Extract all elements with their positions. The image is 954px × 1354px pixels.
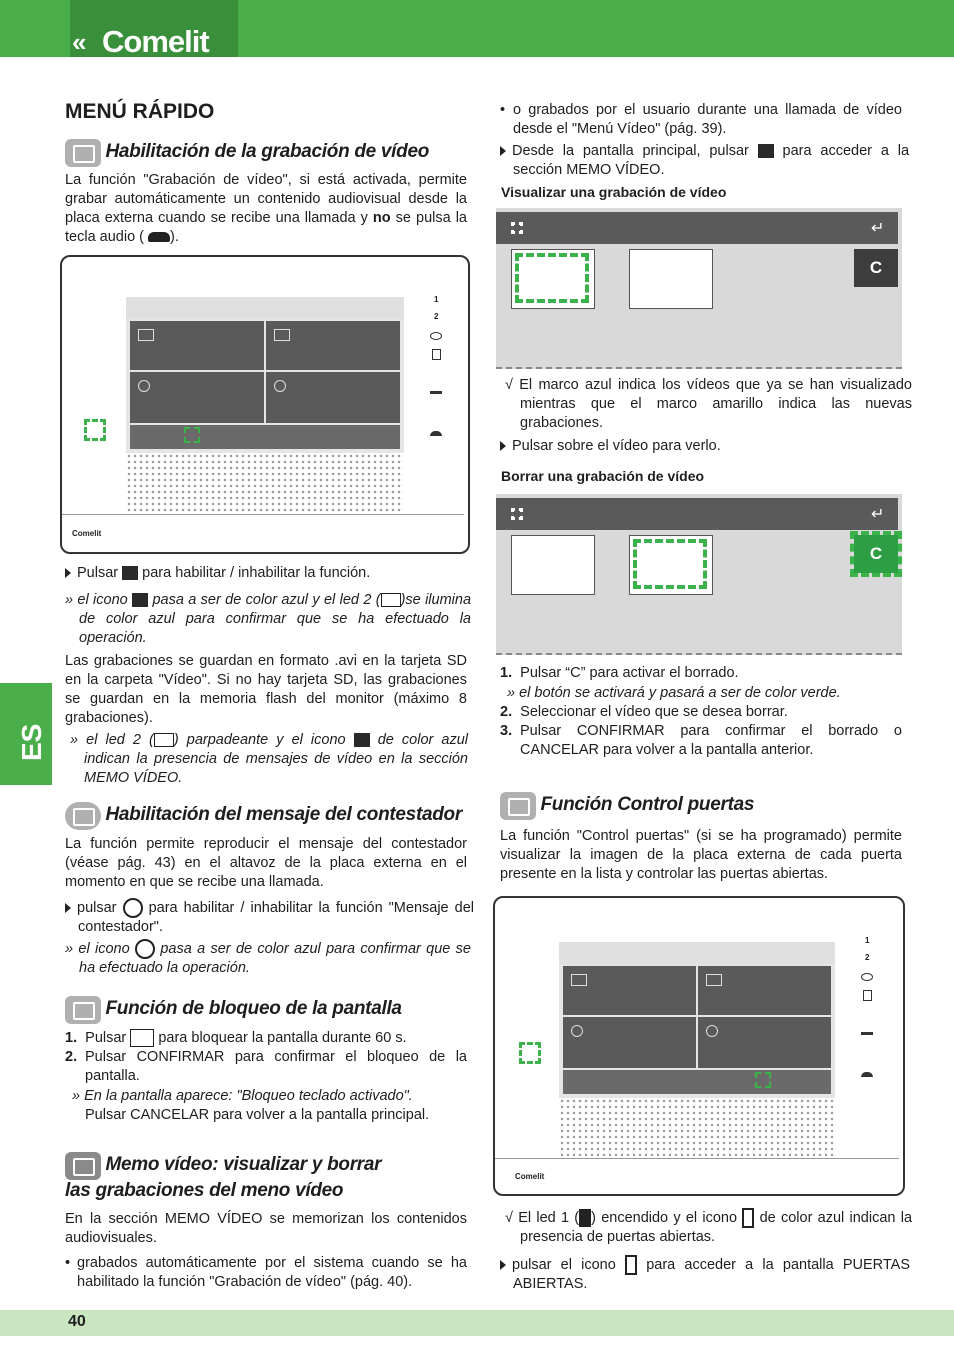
- mute-icon[interactable]: [863, 990, 872, 1001]
- tile-intercom[interactable]: [130, 321, 264, 370]
- r-step-1-note: » el botón se activará y pasará a ser de color verde.: [507, 685, 841, 701]
- s2-paragraph: La función permite reproducir el mensaje del contestador (véase pág. 43) en el altavoz de la placa externa en el momento en que se recibe una llamada.: [65, 836, 467, 890]
- s1-note-2: » el led 2 ( ) parpadeante y el icono de color azul indican la presencia de mensajes de vídeo en la sección MEMO VÍDEO.: [70, 732, 469, 786]
- bullet-arrow-icon: [500, 146, 506, 156]
- led-2: 2: [434, 312, 439, 321]
- section-door-control-heading: Función Control puertas: [500, 792, 902, 820]
- mute-icon[interactable]: [432, 349, 441, 360]
- bullet-arrow-icon: [500, 1260, 506, 1270]
- brand-logo: [70, 0, 238, 57]
- speaker-grille: [126, 453, 404, 513]
- eye-icon[interactable]: [430, 332, 442, 340]
- led-2-highlight: [84, 419, 106, 441]
- r-bullet-2: Desde la pantalla principal, pulsar para acceder a la sección MEMO VÍDEO.: [500, 142, 909, 180]
- led-1: 1: [434, 295, 439, 304]
- video-record-button[interactable]: [184, 427, 200, 443]
- video-thumbnail-selection: [515, 253, 589, 303]
- tile-user[interactable]: [563, 1017, 696, 1068]
- s3-note: » En la pantalla aparece: "Bloqueo teclado activado".: [72, 1088, 413, 1104]
- quick-menu-bar: [563, 1070, 831, 1094]
- section-answering-heading: Habilitación del mensaje del contestador: [65, 802, 467, 830]
- s5-paragraph: La función "Control puertas" (si se ha programado) permite visualizar la imagen de la placa externa de cada puerta presente en la lista y controlar las puertas abiertas.: [500, 828, 902, 882]
- key-icon[interactable]: [430, 391, 442, 394]
- screen-toolbar: [496, 212, 898, 244]
- s2-bullet: pulsar para habilitar / inhabilitar la función "Mensaje del contestador".: [65, 898, 474, 937]
- answering-message-icon: [135, 939, 155, 959]
- s3-note-2: Pulsar CANCELAR para volver a la pantalla principal.: [85, 1107, 430, 1123]
- page-title: MENÚ RÁPIDO: [65, 100, 215, 123]
- tile-user-list[interactable]: [698, 1017, 831, 1068]
- video-record-icon: [132, 593, 148, 607]
- memo-video-icon: [758, 144, 774, 158]
- s1-paragraph-2: Las grabaciones se guardan en formato .avi en la tarjeta SD en la carpeta "Vídeo". Si no hay tarjeta SD, las grabaciones se guardan en la memoria flash del monitor (máximo 8 grabaciones).: [65, 653, 467, 726]
- tile-camera[interactable]: [698, 966, 831, 1015]
- handset-icon[interactable]: [861, 1072, 873, 1077]
- language-tab: ES: [0, 683, 52, 785]
- key-icon[interactable]: [861, 1032, 873, 1035]
- r-bullet-3: Pulsar sobre el vídeo para verlo.: [500, 437, 900, 456]
- footer-bar: [0, 1310, 954, 1336]
- r-bullet-1: • o grabados por el usuario durante una llamada de vídeo desde el "Menú Vídeo" (pág. 39).: [500, 102, 902, 137]
- video-thumbnail-selection: [633, 539, 707, 589]
- section-video-recording-heading: Habilitación de la grabación de vídeo: [65, 139, 465, 167]
- answering-message-icon: [123, 898, 143, 918]
- s1-bullet: Pulsar para habilitar / inhabilitar la función.: [65, 564, 467, 583]
- s4-paragraph: En la sección MEMO VÍDEO se memorizan los contenidos audiovisuales.: [65, 1211, 467, 1246]
- section-video-recording-text: La función "Grabación de vídeo", si está activada, permite grabar automáticamente un contenido audiovisual desde la placa externa cuando se recibe una llamada y no se pulsa la tecla audio ( ).: [65, 172, 467, 245]
- tile-user[interactable]: [130, 372, 264, 423]
- section-screen-lock-heading: Función de bloqueo de la pantalla: [65, 996, 467, 1024]
- device-brand: Comelit: [515, 1172, 545, 1181]
- video-thumbnail-1[interactable]: [511, 535, 595, 595]
- sub-delete-video: Borrar una grabación de vídeo: [501, 468, 705, 484]
- s3-step-1: 1. Pulsar para bloquear la pantalla durante 60 s.: [65, 1030, 407, 1046]
- video-record-icon: [122, 566, 138, 580]
- s4-bullet: • grabados automáticamente por el sistema cuando se ha habilitado la función "Grabación de vídeo" (pág. 40).: [65, 1255, 467, 1290]
- grid-icon[interactable]: [511, 222, 523, 234]
- r-step-2: 2. Seleccionar el vídeo que se desea borrar.: [500, 704, 788, 720]
- screen-toolbar: [496, 498, 898, 530]
- r-step-3: 3. Pulsar CONFIRMAR para confirmar el borrado o CANCELAR para volver a la pantalla anterior.: [500, 723, 902, 758]
- door-control-button[interactable]: [755, 1072, 771, 1088]
- r-step-1: 1. Pulsar “C” para activar el borrado.: [500, 665, 739, 681]
- memo-video-icon: [354, 733, 370, 747]
- led-1: 1: [865, 936, 870, 945]
- speaker-grille: [559, 1098, 835, 1156]
- delete-video-screen: [496, 494, 902, 655]
- video-record-icon: [65, 139, 101, 167]
- bullet-arrow-icon: [65, 568, 71, 578]
- monitor-screen-2: [559, 942, 835, 1156]
- s3-step-2: 2. Pulsar CONFIRMAR para confirmar el bloqueo de la pantalla.: [65, 1049, 467, 1084]
- page-number: 40: [68, 1313, 86, 1330]
- door-icon: [742, 1208, 754, 1228]
- s5-bullet: pulsar el icono para acceder a la pantalla PUERTAS ABIERTAS.: [500, 1255, 910, 1294]
- grid-icon[interactable]: [511, 508, 523, 520]
- brand-name: Comelit: [102, 24, 209, 59]
- bullet-arrow-icon: [65, 903, 71, 913]
- phone-icon: [148, 232, 170, 242]
- led-1-highlight: [519, 1042, 541, 1064]
- envelope-icon: [154, 733, 174, 747]
- led-door-icon: [579, 1209, 591, 1227]
- video-thumbnail-2[interactable]: [629, 249, 713, 309]
- r-check-1: √ El marco azul indica los vídeos que ya se han visualizado mientras que el marco amarillo indica las nuevas grabaciones.: [505, 377, 912, 431]
- tile-camera[interactable]: [266, 321, 400, 370]
- memo-video-icon: [65, 1152, 101, 1180]
- screen-lock-icon: [130, 1029, 154, 1047]
- envelope-icon: [381, 593, 401, 607]
- delete-button-active[interactable]: C: [854, 535, 898, 573]
- back-icon[interactable]: ↵: [871, 220, 885, 237]
- comelit-mark-icon: «: [72, 27, 87, 57]
- monitor-screen-1: [126, 297, 404, 513]
- back-icon[interactable]: ↵: [871, 506, 885, 523]
- s5-check: √ El led 1 ( ) encendido y el icono de color azul indican la presencia de puertas abiertas.: [505, 1209, 913, 1245]
- monitor-device-2: [493, 896, 905, 1196]
- s1-note-1: » el icono pasa a ser de color azul y el led 2 ( )se ilumina de color azul para confirmar que se ha efectuado la operación.: [65, 592, 472, 646]
- view-video-screen: [496, 208, 902, 369]
- door-icon: [625, 1255, 637, 1275]
- quick-menu-bar: [130, 425, 400, 449]
- led-2: 2: [865, 953, 870, 962]
- eye-icon[interactable]: [861, 973, 873, 981]
- section-memo-video-heading: Memo vídeo: visualizar y borrar las grabaciones del meno vídeo: [65, 1152, 467, 1202]
- tile-intercom[interactable]: [563, 966, 696, 1015]
- bullet-arrow-icon: [500, 441, 506, 451]
- answering-message-icon: [65, 802, 101, 830]
- door-icon: [500, 792, 536, 820]
- screen-lock-icon: [65, 996, 101, 1024]
- monitor-device-1: [60, 255, 470, 554]
- s2-note: » el icono pasa a ser de color azul para confirmar que se ha efectuado la operación.: [65, 940, 471, 976]
- sub-view-video: Visualizar una grabación de vídeo: [501, 184, 727, 200]
- delete-button[interactable]: C: [854, 249, 898, 287]
- tile-user-list[interactable]: [266, 372, 400, 423]
- delete-button-highlight: [850, 531, 902, 577]
- device-brand: Comelit: [72, 529, 102, 538]
- handset-icon[interactable]: [430, 431, 442, 436]
